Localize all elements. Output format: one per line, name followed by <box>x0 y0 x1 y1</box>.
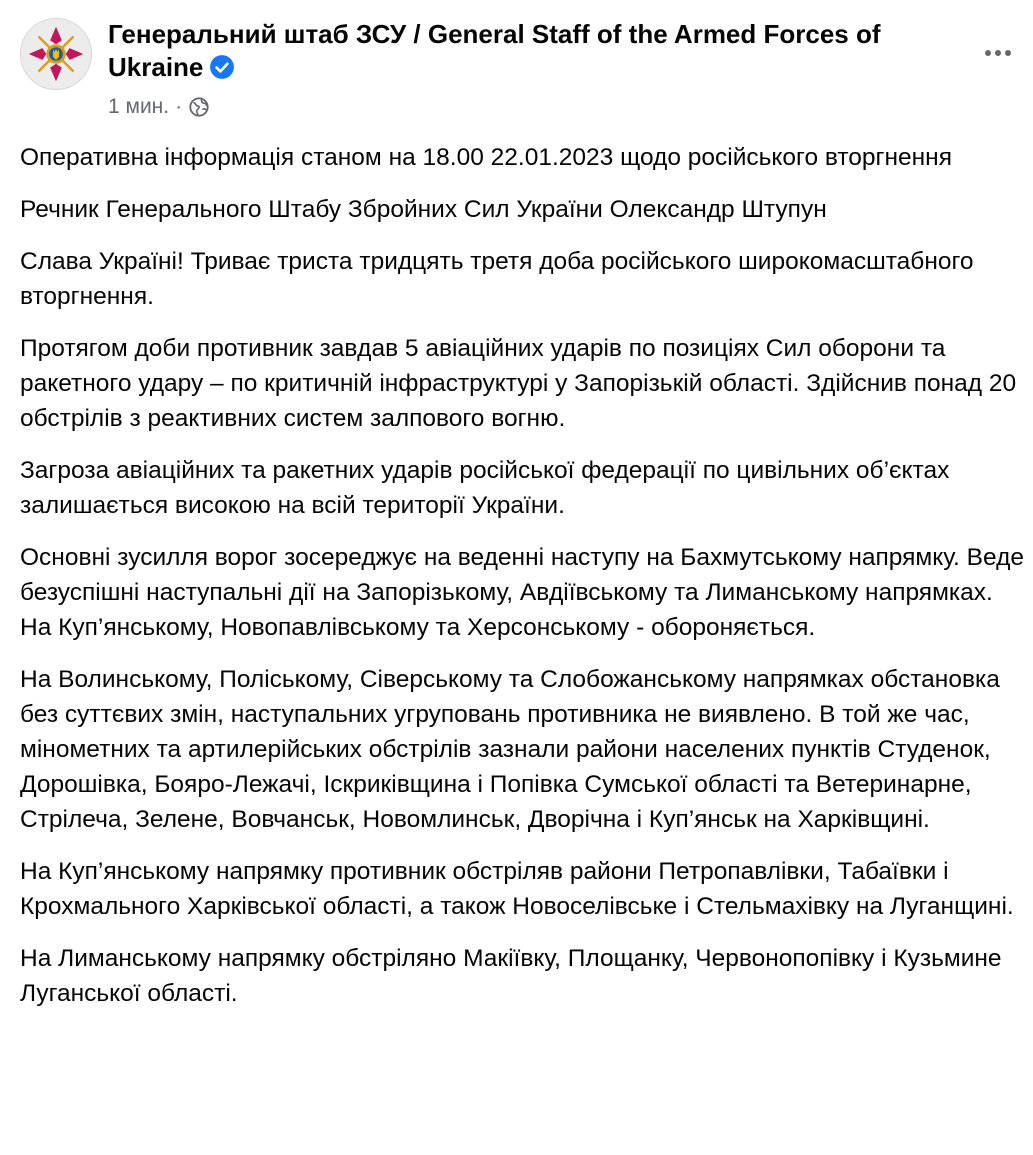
meta-separator: · <box>175 95 183 118</box>
post-paragraph: Основні зусилля ворог зосереджує на веденні наступу на Бахмутському напрямку. Веде безуспішні наступальні дії на Запорізькому, Авдіївському та Лиманському напрямках. На Куп’янському, Новопавлівському та Херсонському - обороняється. <box>20 544 1025 641</box>
armed-forces-emblem-icon <box>21 19 91 89</box>
verified-badge-icon <box>209 54 235 80</box>
post-paragraph: Речник Генерального Штабу Збройних Сил України Олександр Штупун <box>20 196 827 223</box>
post-paragraph: Протягом доби противник завдав 5 авіаційних ударів по позиціях Сил оборони та ракетного удару – по критичній інфраструктурі у Запорізькій області. Здійснив понад 20 обстрілів з реактивних систем залпового вогню. <box>20 335 1017 432</box>
post-paragraph: На Лиманському напрямку обстріляно Макіївку, Площанку, Червонопопівку і Кузьмине Луганської області. <box>20 945 1002 1007</box>
post-paragraph: На Волинському, Поліському, Сіверському та Слобожанському напрямках обстановка без суттєвих змін, наступальних угруповань противника не виявлено. В той же час, мінометних та артилерійських обстрілів зазнали райони населених пунктів Студенок, Дорошівка, Бояро-Лежачі, Іскриківщина і Попівка Сумської області та Ветеринарне, Стрілеча, Зелене, Вовчанськ, Новомлинськ, Дворічна і Куп’янськ на Харківщині. <box>20 666 1000 833</box>
post-text <box>20 140 1025 1028</box>
post-paragraph: На Куп’янському напрямку противник обстріляв райони Петропавлівки, Табаївки і Крохмального Харківської області, а також Новоселівське і Стельмахівку на Луганщині. <box>20 858 1014 920</box>
post-paragraph: Загроза авіаційних та ракетних ударів російської федерації по цивільних об’єктах залишається високою на всій території України. <box>20 457 950 519</box>
globe-icon[interactable] <box>188 96 210 118</box>
more-options-dot <box>985 50 991 56</box>
post-timestamp[interactable]: 1 мин. <box>108 95 170 118</box>
post-paragraph: Слава Україні! Триває триста тридцять третя доба російського широкомасштабного вторгнення. <box>20 248 974 310</box>
page-avatar[interactable] <box>20 18 92 90</box>
post-paragraph: Оперативна інформація станом на 18.00 22.01.2023 щодо російського вторгнення <box>20 144 952 171</box>
post-meta <box>108 92 210 122</box>
page-name-text[interactable]: Генеральний штаб ЗСУ / General Staff of the Armed Forces of Ukraine <box>108 19 881 82</box>
more-options-dot <box>995 50 1001 56</box>
more-options-button[interactable] <box>980 38 1016 68</box>
page-name[interactable] <box>108 18 898 84</box>
more-options-dot <box>1005 50 1011 56</box>
